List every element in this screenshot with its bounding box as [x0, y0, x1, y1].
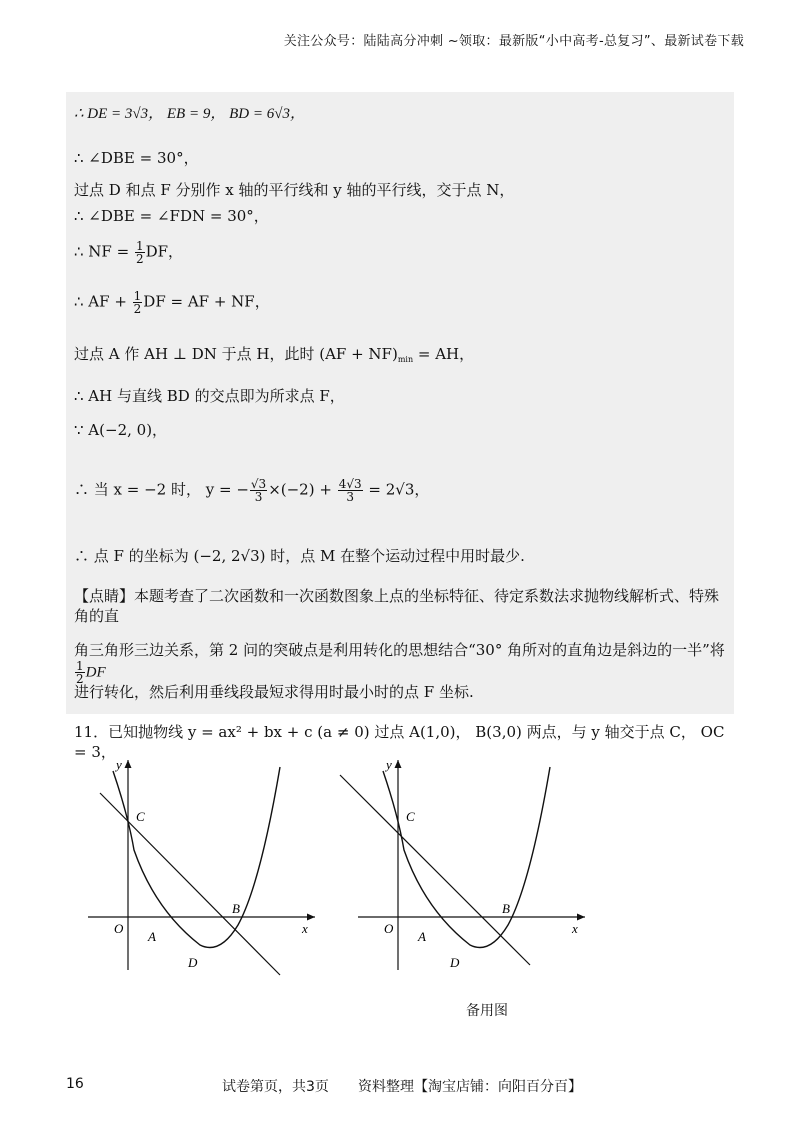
figure-caption: 备用图: [466, 1003, 508, 1019]
solution-line-4: ∴ ∠DBE = ∠FDN = 30°，: [74, 207, 269, 225]
solution-line-8: ∴ AH 与直线 BD 的交点即为所求点 F，: [74, 387, 345, 405]
parabola-graph-right: [330, 755, 590, 985]
axis-x-label: x: [572, 921, 578, 936]
fraction-half: $\frac{1}{2}$: [135, 239, 144, 266]
solution-line-7: 过点 A 作 AH ⊥ DN 于点 H，此时 $(AF + NF)_{min}$ = AH，: [74, 345, 475, 364]
solution-line-3: 过点 D 和点 F 分别作 x 轴的平行线和 y 轴的平行线，交于点 N，: [74, 181, 515, 199]
fraction-half: $\frac{1}{2}$: [76, 659, 84, 686]
footer-source: 资料整理【淘宝店铺：向阳百分百】: [358, 1079, 582, 1095]
origin-label: O: [114, 921, 124, 936]
parabola-graph-left: [60, 755, 320, 985]
problem-11-statement: 11．已知抛物线 y = ax² + bx + c (a ≠ 0) 过点 A(1,0)， B(3,0) 两点，与 y 轴交于点 C， OC = 3，: [74, 723, 725, 761]
comment-line-1: 【点睛】本题考查了二次函数和一次函数图象上点的坐标特征、待定系数法求抛物线解析式、特殊角的直: [74, 587, 720, 625]
page-header: 关注公众号：陆陆高分冲刺 ~领取：最新版“小中高考-总复习”、最新试卷下载: [283, 34, 744, 49]
solution-line-5: ∴ NF = $\frac{1}{2}$ DF，: [74, 239, 184, 266]
comment-line-2: 角三角形三边关系，第 2 问的突破点是利用转化的思想结合“30° 角所对的直角边是斜边的一半”将 $\frac{1}{2}$ DF: [74, 641, 725, 686]
point-b-label: B: [232, 901, 240, 916]
fraction-sqrt3-over-3: $\frac{√3}{3}$: [250, 477, 267, 504]
axis-y-label: y: [386, 757, 392, 772]
solution-line-1: ∴ DE = 3√3， EB = 9， BD = 6√3，: [74, 106, 305, 122]
fraction-half: $\frac{1}{2}$: [133, 289, 142, 316]
point-d-label: D: [188, 955, 198, 970]
axis-x-label: x: [302, 921, 308, 936]
point-d-label: D: [450, 955, 460, 970]
solution-line-10: ∴ 当 x = −2 时， y = − $\frac{√3}{3}$ ×(−2) + $\frac{4√3}{3}$ = 2√3，: [74, 477, 430, 504]
solution-line-6: ∴ AF + $\frac{1}{2}$ DF = AF + NF，: [74, 289, 270, 316]
point-c-label: C: [406, 809, 415, 824]
point-a-label: A: [148, 929, 156, 944]
solution-line-9: ∵ A(−2, 0)，: [74, 421, 168, 439]
point-b-label: B: [502, 901, 510, 916]
comment-line-3: 进行转化，然后利用垂线段最短求得用时最小时的点 F 坐标.: [74, 683, 474, 701]
fraction-4sqrt3-over-3: $\frac{4√3}{3}$: [338, 477, 362, 504]
footer-page-info: 试卷第页，共3页: [222, 1079, 329, 1095]
origin-label: O: [384, 921, 394, 936]
axis-y-label: y: [116, 757, 122, 772]
point-a-label: A: [418, 929, 426, 944]
point-c-label: C: [136, 809, 145, 824]
solution-line-2: ∴ ∠DBE = 30°，: [74, 149, 199, 167]
page-number: 16: [66, 1076, 84, 1092]
solution-line-11: ∴ 点 F 的坐标为 (−2, 2√3) 时，点 M 在整个运动过程中用时最少.: [74, 547, 525, 565]
